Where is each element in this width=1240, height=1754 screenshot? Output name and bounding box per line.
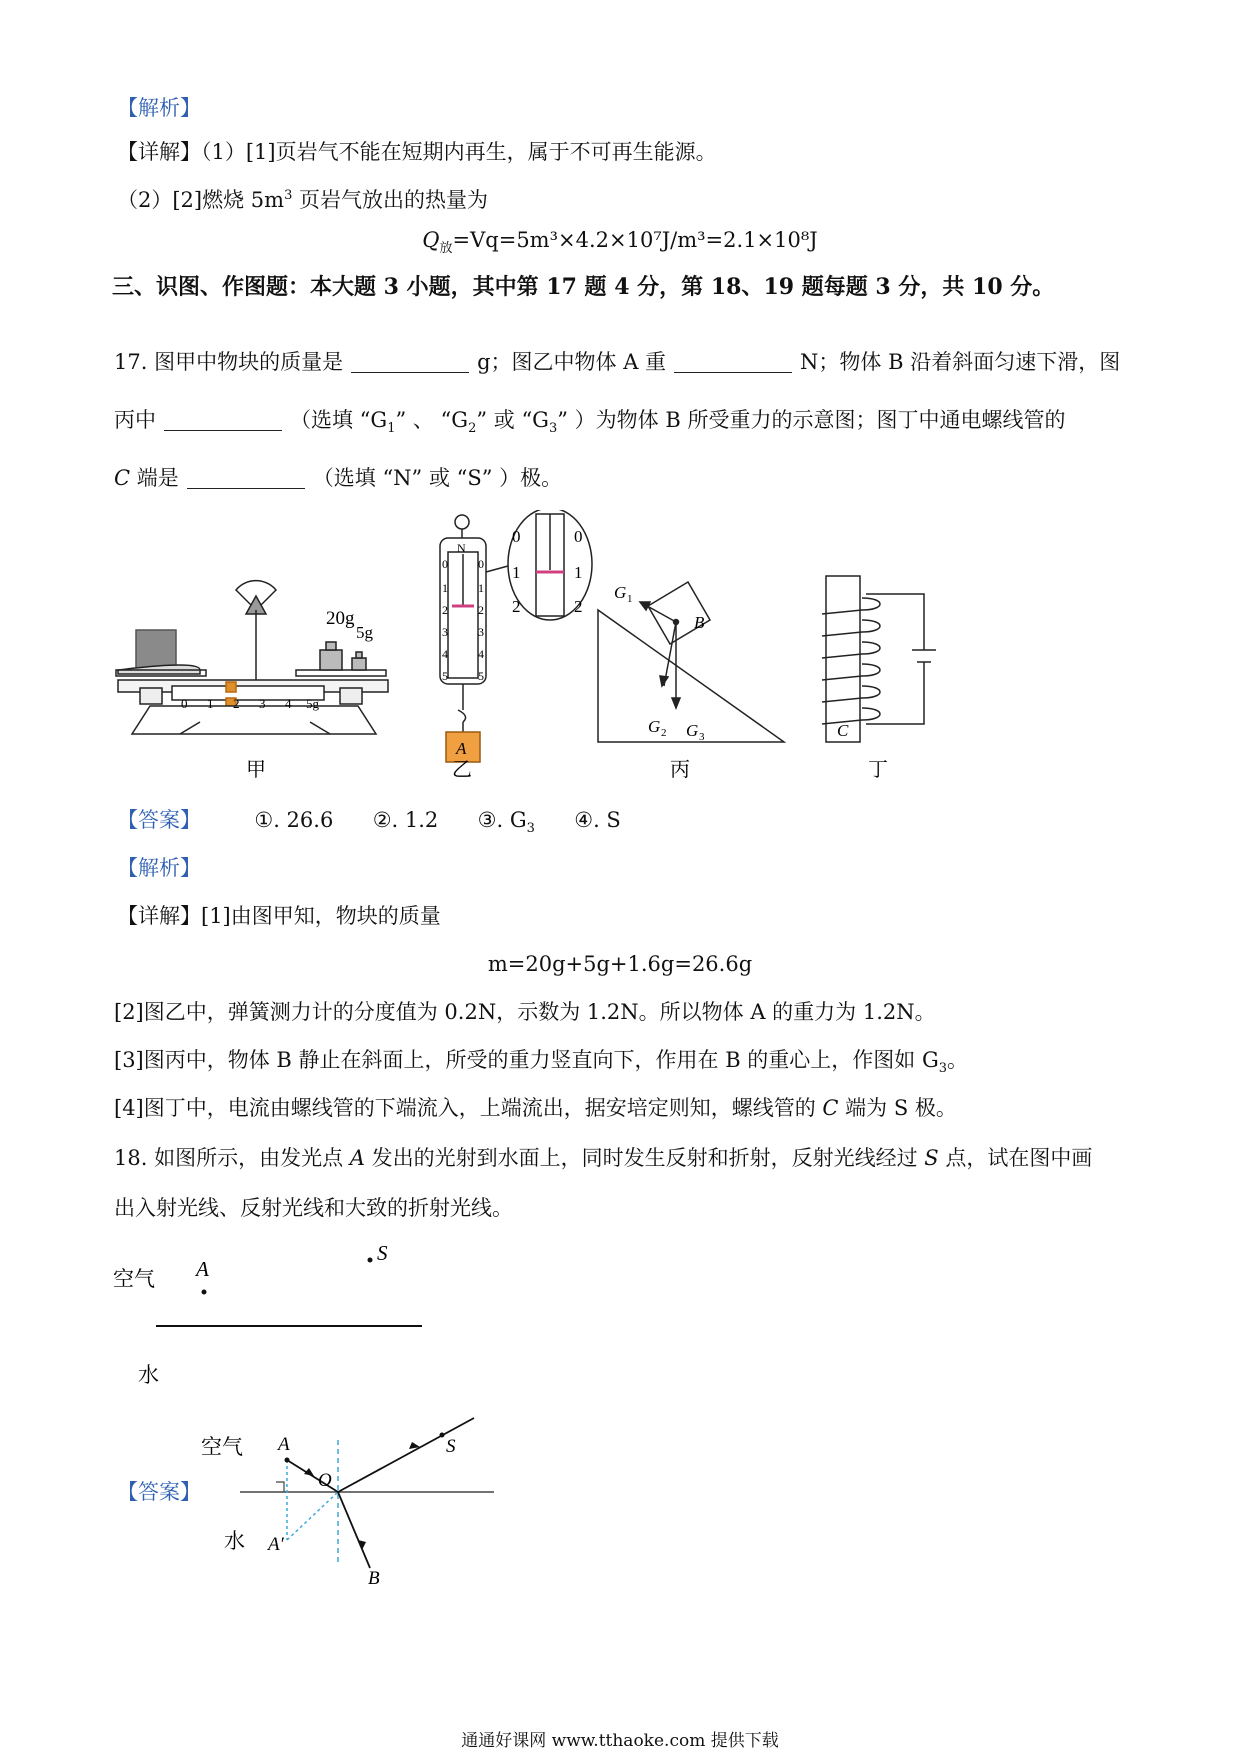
svg-text:4: 4	[478, 647, 484, 661]
svg-text:0: 0	[574, 527, 583, 546]
svg-text:0: 0	[181, 696, 188, 711]
formula-q: Q	[422, 228, 440, 252]
caption-jia: 甲	[246, 759, 266, 781]
q17-c-letter: C	[114, 466, 131, 490]
caption-bing: 丙	[670, 759, 690, 781]
svg-text:2: 2	[574, 597, 583, 616]
balance-figure	[116, 581, 388, 734]
ans-refracted-arrow	[358, 1540, 366, 1550]
svg-text:0: 0	[442, 557, 448, 571]
q17-detail-3-sub: 3	[938, 1061, 948, 1077]
q17-text-1c: N；物体 B 沿着斜面匀速下滑，图	[800, 350, 1121, 374]
svg-text:2: 2	[233, 696, 240, 711]
svg-text:1: 1	[574, 563, 583, 582]
blank-4	[187, 466, 305, 489]
q17-detail-3a: [3]图丙中，物体 B 静止在斜面上，所受的重力竖直向下，作用在 B 的重心上，作图如 G	[114, 1048, 939, 1072]
fig-dot-a	[202, 1290, 207, 1295]
ans-label-b: B	[368, 1568, 380, 1589]
q17-text-1b: g；图乙中物体 A 重	[477, 350, 667, 374]
q18-answer-label: 【答案】	[117, 1480, 201, 1504]
weight-5g: 5g	[356, 623, 373, 642]
svg-text:3: 3	[442, 625, 448, 639]
q17-detail-label: 【详解】	[117, 904, 201, 928]
ans-refracted-ray	[338, 1492, 370, 1568]
svg-text:1: 1	[478, 581, 484, 595]
ans-label-o: O	[318, 1470, 332, 1491]
q17-text-2e: ” ）为物体 B 所受重力的示意图；图丁中通电螺线管的	[557, 408, 1066, 432]
q17-text-3a: 端是	[130, 466, 179, 490]
q17-detail-3b: 。	[947, 1048, 969, 1072]
ans-water-label: 水	[224, 1529, 245, 1553]
answer-1: ①. 26.6	[254, 808, 334, 832]
q17-jiexi: 【解析】	[117, 856, 201, 880]
svg-text:2: 2	[442, 603, 448, 617]
q17-detail-1-text: [1]由图甲知，物块的质量	[201, 904, 441, 928]
q17-figures	[0, 510, 1240, 790]
svg-text:3: 3	[478, 625, 484, 639]
incline-figure	[598, 582, 784, 742]
q17-detail-4a: [4]图丁中，电流由螺线管的下端流入，上端流出，据安培定则知，螺线管的	[114, 1096, 823, 1120]
spring-unit: N	[457, 541, 466, 555]
blank-2	[674, 350, 792, 373]
svg-text:1: 1	[512, 563, 521, 582]
q17-line-1	[114, 348, 1120, 376]
detail-sup: 3	[284, 188, 293, 203]
svg-text:4: 4	[442, 647, 448, 661]
caption-ding: 丁	[868, 759, 888, 781]
ans-virtual-ray	[287, 1492, 338, 1540]
svg-text:2: 2	[478, 603, 484, 617]
label-g1-sub: 1	[627, 593, 633, 605]
spring-block-a: A	[456, 739, 467, 758]
q18-figure	[100, 1236, 500, 1396]
jiexi-tag: 【解析】	[117, 96, 201, 120]
q17-text-2c: ” 、 “G	[395, 408, 469, 432]
fig-air-label: 空气	[113, 1267, 155, 1291]
q18-text-1b: 发出的光射到水面上，同时发生反射和折射，反射光线经过	[364, 1146, 925, 1170]
heat-formula	[0, 226, 1240, 263]
svg-text:0: 0	[512, 527, 521, 546]
q18-text-1a: 18. 如图所示，由发光点	[114, 1146, 350, 1170]
fig-water-label: 水	[138, 1363, 159, 1387]
detail-text-a: （2）[2]燃烧 5m	[117, 188, 285, 212]
q17-text-2b: （选填 “G	[290, 408, 388, 432]
q18-point-a: A	[349, 1146, 365, 1170]
section3-heading: 三、识图、作图题：本大题 3 小题，其中第 17 题 4 分，第 18、19 题每题 3 分，共 10 分。	[112, 274, 1055, 300]
q17-line-3	[114, 464, 562, 492]
label-b: B	[694, 613, 705, 632]
ans-right-angle	[276, 1482, 284, 1492]
q18-line-1	[114, 1144, 1092, 1172]
blank-3	[164, 408, 282, 431]
label-g3-sub: 3	[699, 731, 705, 743]
svg-text:1: 1	[442, 581, 448, 595]
ans-label-a-prime: A′	[268, 1534, 284, 1555]
ans-label-a: A	[278, 1434, 290, 1455]
q17-text-2a: 丙中	[114, 408, 156, 432]
svg-text:5: 5	[442, 669, 448, 683]
q17-detail-3	[114, 1046, 968, 1083]
q17-detail-4-c: C	[822, 1096, 839, 1120]
blank-1	[351, 350, 469, 373]
formula-sub: 放	[439, 241, 453, 257]
answer-2: ②. 1.2	[372, 808, 439, 832]
weight-20g: 20g	[326, 608, 355, 629]
caption-yi: 乙	[452, 759, 472, 781]
page-footer: 通通好课网 www.tthaoke.com 提供下载	[461, 1731, 779, 1751]
q17-text-2d: ” 或 “G	[476, 408, 549, 432]
svg-text:3: 3	[259, 696, 266, 711]
fig-point-a: A	[196, 1257, 209, 1281]
q17-detail-4	[114, 1094, 957, 1122]
q17-detail-4b: 端为 S 极。	[838, 1096, 957, 1120]
mass-formula: m=20g+5g+1.6g=26.6g	[487, 952, 753, 976]
label-g2: G	[648, 717, 661, 736]
solenoid-figure	[822, 576, 936, 742]
detail-label: 【详解】	[117, 140, 201, 164]
answer-3-sub: 3	[526, 821, 535, 837]
fig-point-s: S	[377, 1241, 388, 1265]
q17-answer-row	[117, 806, 621, 843]
svg-text:5: 5	[478, 669, 484, 683]
ans-label-s: S	[446, 1436, 456, 1457]
q18-text-1c: 点，试在图中画	[938, 1146, 1093, 1170]
detail-text: （1）[1]页岩气不能在短期内再生，属于不可再生能源。	[201, 140, 717, 164]
detail-line-1	[117, 138, 717, 166]
label-g1: G	[614, 583, 627, 602]
fig-dot-s	[368, 1258, 373, 1263]
q18-answer-figure	[190, 1400, 510, 1590]
answer-4: ④. S	[574, 808, 621, 832]
ans-dot-s	[440, 1433, 445, 1438]
q17-detail-2: [2]图乙中，弹簧测力计的分度值为 0.2N，示数为 1.2N。所以物体 A 的重力为 1.2N。	[114, 1000, 936, 1024]
q17-text-3b: （选填 “N” 或 “S” ）极。	[312, 466, 563, 490]
solenoid-c: C	[837, 721, 849, 740]
detail-text-b: 页岩气放出的热量为	[292, 188, 489, 212]
svg-text:1: 1	[207, 696, 214, 711]
svg-text:5g: 5g	[306, 696, 319, 711]
ans-air-label: 空气	[201, 1435, 243, 1459]
q17-text-1a: 17. 图甲中物块的质量是	[114, 350, 344, 374]
svg-text:0: 0	[478, 557, 484, 571]
detail-line-2	[117, 182, 488, 214]
q17-line-2: 丙中 （选填 “$G_1$” 、 “$G_2$” 或 “$G_3$” ）为物体 B 所受重力的示意图；图丁中通电螺线管的	[114, 408, 1066, 437]
formula-rest: =Vq=5m³×4.2×10⁷J/m³=2.1×10⁸J	[452, 228, 818, 252]
q18-line-2: 出入射光线、反射光线和大致的折射光线。	[114, 1196, 513, 1220]
svg-text:2: 2	[512, 597, 521, 616]
label-g3: G	[686, 721, 699, 740]
q17-detail-1	[117, 902, 441, 930]
svg-text:4: 4	[285, 696, 292, 711]
label-g2-sub: 2	[661, 727, 667, 739]
q18-point-s: S	[924, 1146, 939, 1170]
answer-label: 【答案】	[117, 808, 201, 832]
answer-3: ③. G	[477, 808, 527, 832]
